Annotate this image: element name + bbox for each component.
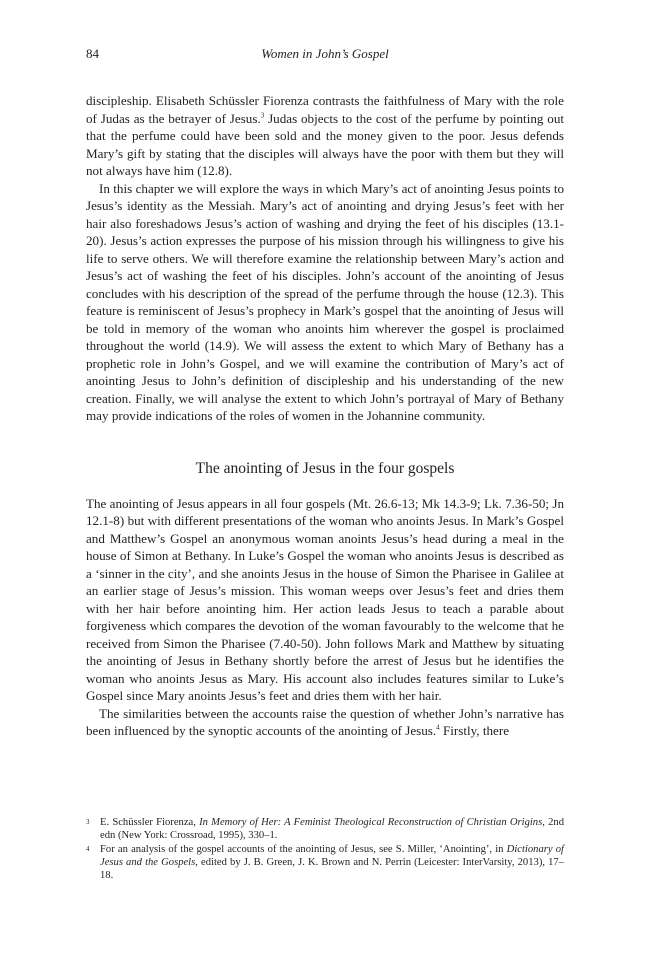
footnote: 4 For an analysis of the gospel accounts of the anointing of Jesus, see S. Miller, ‘Anointing’, in Dictionary of Jesus and the Gospels, edited by J. B. Green, J. K. Brown and N. Perrin (Leicester: InterVarsity, 2013), 17–18.	[86, 844, 565, 881]
citation-title: Dictionary of Jesus and the Gospels	[100, 844, 564, 868]
paragraph: The similarities between the accounts raise the question of whether John’s narrative has been influenced by the synoptic accounts of the anointing of Jesus.$^4$ Firstly, there	[86, 705, 564, 738]
paragraph: The anointing of Jesus appears in all four gospels (Mt. 26.6-13; Mk 14.3-9; Lk. 7.36-50; Jn 12.1-8) but with different presentations of the woman who anoints Jesus. In Mark’s Gospel and Matthew’s Gospel an anonymous woman anoints Jesus’s head during a meal in the house of Simon at Bethany. In Luke’s Gospel the woman who anoints Jesus is described as a ‘sinner in the city’, and she anoints Jesus in the house of Simon the Pharisee in Galilee at an earlier stage of Jesus’s mission. This woman weeps over Jesus’s feet and dries them with her hair before anointing him. Her action leads Jesus to teach a parable about forgiveness which compares the devotion of the woman favourably to the welcome that he received from Simon the Pharisee (7.40-50). John follows Mark and Matthew by situating the anointing of Jesus in Bethany shortly before the arrest of Jesus but he identifies the woman who anoints Jesus as Mary. His account also includes features similar to Luke’s Gospel since Mary anoints Jesus’s feet and dries them with her hair.	[86, 495, 564, 703]
section-heading: The anointing of Jesus in the four gospels	[195, 459, 455, 477]
paragraph: discipleship. Elisabeth Schüssler Fiorenza contrasts the faithfulness of Mary with the role of Judas as the betrayer of Jesus.$^3$ Judas objects to the cost of the perfume by pointing out that the perfume could have been sold and the money given to the poor. Jesus defends Mary’s gift by stating that the disciples will always have the poor with them but they will not always have him (12.8).	[86, 93, 565, 178]
citation-title: In Memory of Her: A Feminist Theological Reconstruction of Christian Origins	[199, 817, 543, 828]
paragraph: In this chapter we will explore the ways in which Mary’s act of anointing Jesus points to Jesus’s identity as the Messiah. Mary’s act of anointing and drying Jesus’s feet with her hair also foreshadows Jesus’s action of washing and drying the feet of his disciples (13.1-20). Jesus’s action expresses the purpose of his mission through his willingness to give his life to serve others. We will therefore examine the relationship between Mary’s action and Jesus’s act of washing the feet of his disciples. John’s account of the anointing of Jesus concludes with his description of the spread of the perfume through the house (12.3). This feature is reminiscent of Jesus’s prophecy in Mark’s gospel that the anointing of Jesus will be told in memory of the woman who anoints him wherever the gospel is proclaimed throughout the world (14.9). We will assess the extent to which Mary of Bethany has a prophetic role in John’s Gospel, and we will examine the contribution of Mary’s act of anointing Jesus to John’s definition of discipleship and his understanding of the new creation. Finally, we will analyse the extent to which John’s portrayal of Mary of Bethany may provide indications of the roles of women in the Johannine community.	[86, 180, 564, 423]
body-text	[86, 92, 564, 740]
running-head: Women in John’s Gospel	[261, 46, 389, 61]
footnote-ref[interactable]: 4	[436, 723, 440, 732]
page-number: 84	[86, 46, 99, 61]
footnote: 3 E. Schüssler Fiorenza, In Memory of Her: A Feminist Theological Reconstruction of Christian Origins, 2nd edn (New York: Crossroad, 1995), 330–1.	[86, 817, 564, 841]
footnotes	[86, 816, 564, 883]
page-header	[86, 46, 564, 64]
footnote-number: 3	[86, 818, 90, 826]
footnote-ref[interactable]: 3	[260, 111, 265, 120]
footnote-number: 4	[86, 845, 90, 853]
